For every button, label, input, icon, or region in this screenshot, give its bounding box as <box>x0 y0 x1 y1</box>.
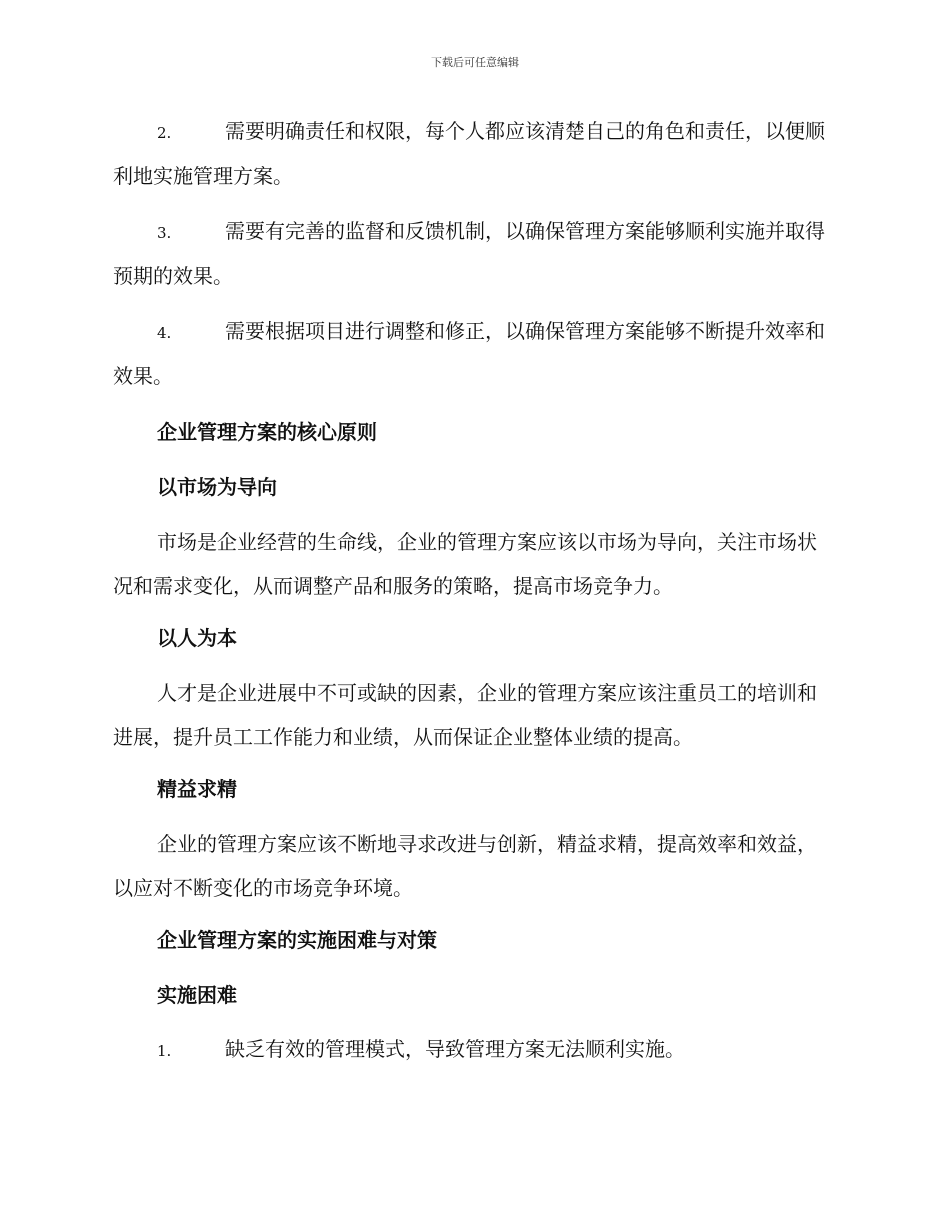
subsection-heading: 精益求精 <box>157 777 237 801</box>
subsection-heading: 以人为本 <box>157 626 237 650</box>
list-number: 3. <box>157 224 172 242</box>
list-text: 缺乏有效的管理模式，导致管理方案无法顺利实施。 <box>225 1037 685 1061</box>
section-heading: 企业管理方案的实施困难与对策 <box>157 928 437 952</box>
list-text: 需要根据项目进行调整和修正，以确保管理方案能够不断提升效率和效果。 <box>113 319 825 388</box>
document-body <box>113 110 835 1085</box>
list-item <box>113 1028 835 1073</box>
list-item <box>113 310 835 398</box>
paragraph: 企业的管理方案应该不断地寻求改进与创新，精益求精，提高效率和效益，以应对不断变化的市场竞争环境。 <box>113 832 817 900</box>
list-number: 1. <box>157 1042 172 1060</box>
subsection-heading: 实施困难 <box>157 983 237 1007</box>
list-text: 需要明确责任和权限，每个人都应该清楚自己的角色和责任，以便顺利地实施管理方案。 <box>113 119 825 188</box>
subsection-heading: 以市场为导向 <box>157 475 277 499</box>
list-item <box>113 110 835 198</box>
page-header: 下载后可任意编辑 <box>431 56 519 69</box>
list-number: 4. <box>157 324 172 342</box>
list-text: 需要有完善的监督和反馈机制，以确保管理方案能够顺利实施并取得预期的效果。 <box>113 219 825 288</box>
section-heading: 企业管理方案的核心原则 <box>157 420 377 444</box>
list-item <box>113 210 835 298</box>
paragraph: 市场是企业经营的生命线，企业的管理方案应该以市场为导向，关注市场状况和需求变化，从而调整产品和服务的策略，提高市场竞争力。 <box>113 530 817 598</box>
paragraph: 人才是企业进展中不可或缺的因素，企业的管理方案应该注重员工的培训和进展，提升员工工作能力和业绩，从而保证企业整体业绩的提高。 <box>113 681 817 749</box>
list-number: 2. <box>157 124 172 142</box>
